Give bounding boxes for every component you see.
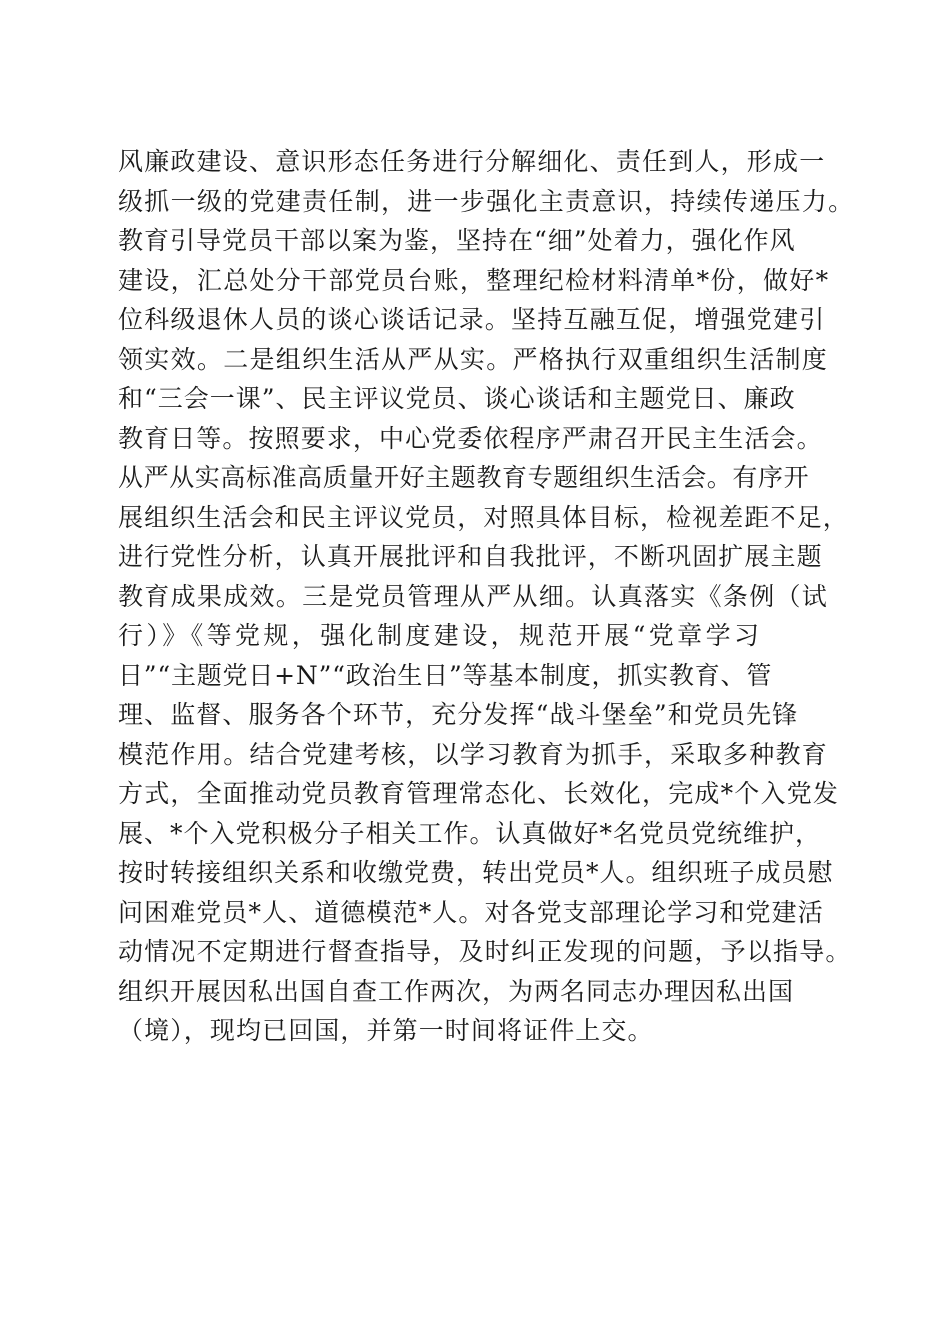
text-line: 领实效。二是组织生活从严从实。严格执行双重组织生活制度	[118, 344, 829, 374]
text-line: （境），现均已回国，并第一时间将证件上交。	[118, 1016, 654, 1045]
text-line: 模范作用。结合党建考核，以学习教育为抓手，采取多种教育	[118, 739, 829, 769]
text-line: 和“三会一课”、民主评议党员、谈心谈话和主题党日、廉政	[118, 384, 796, 413]
text-line: 问困难党员*人、道德模范*人。对各党支部理论学习和党建活	[118, 897, 824, 927]
text-line: 展组织生活会和民主评议党员，对照具体目标，检视差距不足，	[118, 502, 849, 532]
text-line: 动情况不定期进行督查指导，及时纠正发现的问题，予以指导。	[118, 937, 852, 966]
text-line: 日”“主题党日+N”“政治生日”等基本制度，抓实教育、管	[118, 660, 773, 690]
text-line: 教育成果成效。三是党员管理从严从细。认真落实《条例（试	[118, 581, 829, 611]
text-line: 展、*个入党积极分子相关工作。认真做好*名党员党统维护，	[118, 818, 822, 848]
text-line: 级抓一级的党建责任制，进一步强化主责意识，持续传递压力。	[118, 186, 855, 216]
text-line: 教育引导党员干部以案为鉴，坚持在“细”处着力，强化作风	[118, 226, 796, 255]
text-line: 建设，汇总处分干部党员台账，整理纪检材料清单*份，做好*	[118, 265, 830, 295]
text-line: 方式，全面推动党员教育管理常态化、长效化，完成*个入党发	[118, 779, 840, 808]
text-line: 理、监督、服务各个环节，充分发挥“战斗堡垒”和党员先锋	[118, 700, 799, 729]
text-line: 按时转接组织关系和收缴党费，转出党员*人。组织班子成员慰	[118, 858, 834, 887]
body-text	[118, 142, 855, 1051]
text-line: 从严从实高标准高质量开好主题教育专题组织生活会。有序开	[118, 463, 810, 492]
text-line: 教育日等。按照要求，中心党委依程序严肃召开民主生活会。	[118, 423, 823, 453]
text-line: 位科级退休人员的谈心谈话记录。坚持互融互促，增强党建引	[118, 305, 826, 334]
text-line: 风廉政建设、意识形态任务进行分解细化、责任到人，形成一	[118, 147, 826, 176]
text-line: 行）》《等党规，强化制度建设，规范开展“党章学习	[118, 621, 763, 650]
text-line: 进行党性分析，认真开展批评和自我批评，不断巩固扩展主题	[118, 542, 823, 571]
text-line: 组织开展因私出国自查工作两次，为两名同志办理因私出国	[118, 976, 795, 1006]
